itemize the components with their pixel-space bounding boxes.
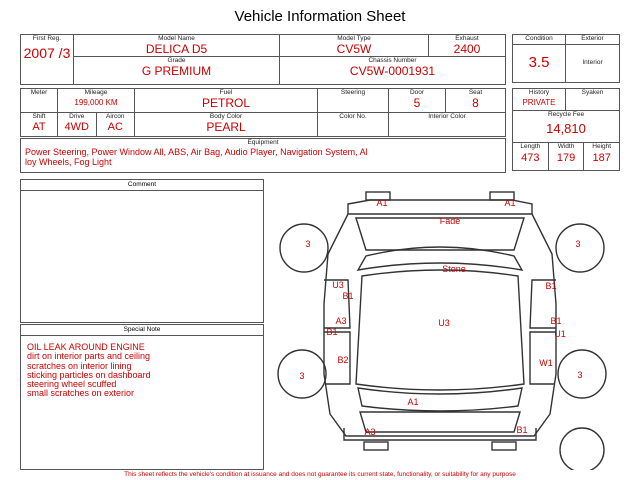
mark-tailgate: A1 <box>407 397 419 407</box>
mark-left-rear: B2 <box>337 355 349 365</box>
first-reg-value: 2007 /3 <box>23 45 71 61</box>
seat-label: Seat <box>468 89 483 96</box>
history-value: PRIVATE <box>522 98 556 107</box>
fuel-cell <box>135 89 318 113</box>
chassis-cell <box>280 57 506 85</box>
special-note-line: small scratches on exterior <box>27 388 135 399</box>
length-value: 473 <box>521 152 540 164</box>
drive-value: 4WD <box>64 121 89 133</box>
mark-wheel-fl: 3 <box>305 239 311 249</box>
model-name-cell <box>74 35 280 57</box>
seat-value: 8 <box>472 96 479 110</box>
mark-right-mid-2: U1 <box>554 329 566 339</box>
mark-right-mid: B1 <box>550 316 562 326</box>
meter-cell <box>21 89 58 113</box>
syaken-label: Syaken <box>581 89 604 96</box>
drive-aircon-cell <box>58 113 135 137</box>
history-label: History <box>528 89 550 96</box>
exhaust-label: Exhaust <box>455 35 479 42</box>
interior-color-label: Interior Color <box>428 113 466 120</box>
shift-label: Shift <box>32 113 46 120</box>
special-note-panel <box>20 324 264 470</box>
mark-wheel-fr: 3 <box>575 239 581 249</box>
history-cell <box>513 89 566 111</box>
drive-label: Drive <box>69 113 85 120</box>
length-label: Length <box>520 143 541 150</box>
body-color-label: Body Color <box>209 113 243 120</box>
mark-rear-bumper-right: B1 <box>516 425 528 435</box>
first-reg-cell <box>21 35 74 85</box>
mark-rear-bumper-left: A3 <box>364 427 376 437</box>
length-subcell <box>513 143 549 170</box>
body-color-value: PEARL <box>206 120 246 134</box>
mileage-label: Mileage <box>84 89 108 96</box>
history-table <box>512 88 620 171</box>
dimensions-cell <box>513 143 620 171</box>
recycle-value: 14,810 <box>546 121 586 136</box>
special-note-label: Special Note <box>21 325 263 336</box>
mark-left-front-door: U3 <box>332 280 344 290</box>
roof-shape <box>356 270 524 390</box>
model-name-value: DELICA D5 <box>145 42 208 56</box>
mark-front-right: A1 <box>504 198 516 208</box>
condition-table <box>512 34 620 83</box>
width-value: 179 <box>556 152 576 164</box>
aircon-value: AC <box>107 121 123 133</box>
grade-label: Grade <box>167 57 186 64</box>
door-cell <box>389 89 446 113</box>
model-type-label: Model Type <box>337 35 371 42</box>
aircon-label: Aircon <box>106 113 125 120</box>
mark-right-rear: W1 <box>539 358 553 368</box>
mark-front-left: A1 <box>376 198 388 208</box>
first-reg-label: First Reg. <box>32 35 62 42</box>
exterior-label: Exterior <box>581 35 604 42</box>
mark-wheel-rr: 3 <box>577 370 583 380</box>
special-note-list <box>27 343 151 399</box>
exhaust-value: 2400 <box>453 42 481 56</box>
equipment-line-1: Power Steering, Power Window All, ABS, Air Bag, Audio Player, Navigation System, Al <box>25 147 368 157</box>
drive-subcell <box>58 113 97 136</box>
meter-label: Meter <box>30 89 48 96</box>
model-type-cell <box>280 35 429 57</box>
syaken-cell <box>566 89 620 111</box>
seat-cell <box>446 89 506 113</box>
chassis-value: CV5W-0001931 <box>349 64 436 78</box>
condition-label: Condition <box>525 35 553 42</box>
height-subcell <box>584 143 619 170</box>
tailgate-shape <box>360 412 520 432</box>
condition-label-cell <box>513 35 566 45</box>
exterior-label-cell <box>566 35 620 45</box>
mark-hood: Fade <box>439 216 461 226</box>
width-label: Width <box>557 143 575 150</box>
aircon-subcell <box>97 113 135 136</box>
exhaust-cell <box>429 35 506 57</box>
equipment-table <box>20 138 506 173</box>
car-damage-diagram <box>268 184 620 470</box>
mileage-cell <box>58 89 135 113</box>
mark-windshield-roof: Stone <box>442 264 466 274</box>
recycle-cell <box>513 111 620 143</box>
rear-bumper-left-shape <box>364 442 388 450</box>
rear-bumper-right-shape <box>492 442 516 450</box>
condition-score-cell <box>513 45 566 83</box>
page-title: Vehicle Information Sheet <box>234 8 406 25</box>
door-label: Door <box>409 89 425 96</box>
mark-wheel-rl: 3 <box>299 371 305 381</box>
interior-label-cell <box>566 45 620 83</box>
info-table-mid <box>20 88 506 137</box>
mark-left-rear-door: A3 <box>335 316 347 326</box>
fuel-value: PETROL <box>201 96 250 110</box>
equipment-cell <box>21 139 506 173</box>
shift-value: AT <box>32 121 46 133</box>
equipment-label: Equipment <box>247 139 279 146</box>
steering-label: Steering <box>340 89 366 96</box>
interior-label: Interior <box>582 59 603 66</box>
mark-left-front-door-2: B1 <box>342 291 354 301</box>
height-value: 187 <box>592 152 611 164</box>
interior-color-cell <box>389 113 506 137</box>
rear-window-shape <box>358 388 522 411</box>
color-no-label: Color No. <box>339 113 367 120</box>
special-note-line: scratches on interior lining <box>27 360 132 371</box>
info-table-top <box>20 34 506 85</box>
disclaimer-footer: This sheet reflects the vehicle's condition at issuance and does not guarantee its current state, functionality, or suitability for any purpose <box>124 471 516 478</box>
shift-cell <box>21 113 58 137</box>
width-subcell <box>549 143 585 170</box>
wheel-front-left-shape <box>280 224 328 272</box>
model-type-value: CV5W <box>336 42 372 56</box>
damage-marks <box>299 198 582 437</box>
special-note-line: dirt on interior parts and ceiling <box>27 351 151 362</box>
grade-cell <box>74 57 280 85</box>
mileage-value: 199,000 KM <box>74 98 118 107</box>
mark-left-rear-door-2: B1 <box>326 327 338 337</box>
special-note-line: sticking particles on dashboard <box>27 369 151 380</box>
mark-center: U3 <box>438 318 450 328</box>
equipment-line-2: loy Wheels, Fog Light <box>25 156 112 167</box>
special-note-line: OIL LEAK AROUND ENGINE <box>27 342 145 352</box>
height-label: Height <box>592 143 612 150</box>
comment-label: Comment <box>21 180 263 191</box>
color-no-cell <box>318 113 389 137</box>
grade-value: G PREMIUM <box>141 64 212 78</box>
recycle-label: Recycle Fee <box>547 111 585 118</box>
condition-score: 3.5 <box>528 54 550 71</box>
steering-cell <box>318 89 389 113</box>
spare-wheel-shape <box>560 428 604 470</box>
mark-right-front: B1 <box>545 281 557 291</box>
model-name-label: Model Name <box>158 35 195 42</box>
door-value: 5 <box>413 96 421 110</box>
special-note-line: steering wheel scuffed <box>27 379 117 390</box>
chassis-label: Chassis Number <box>368 57 417 64</box>
comment-panel <box>20 179 264 323</box>
body-color-cell <box>135 113 318 137</box>
fuel-label: Fuel <box>219 89 233 96</box>
